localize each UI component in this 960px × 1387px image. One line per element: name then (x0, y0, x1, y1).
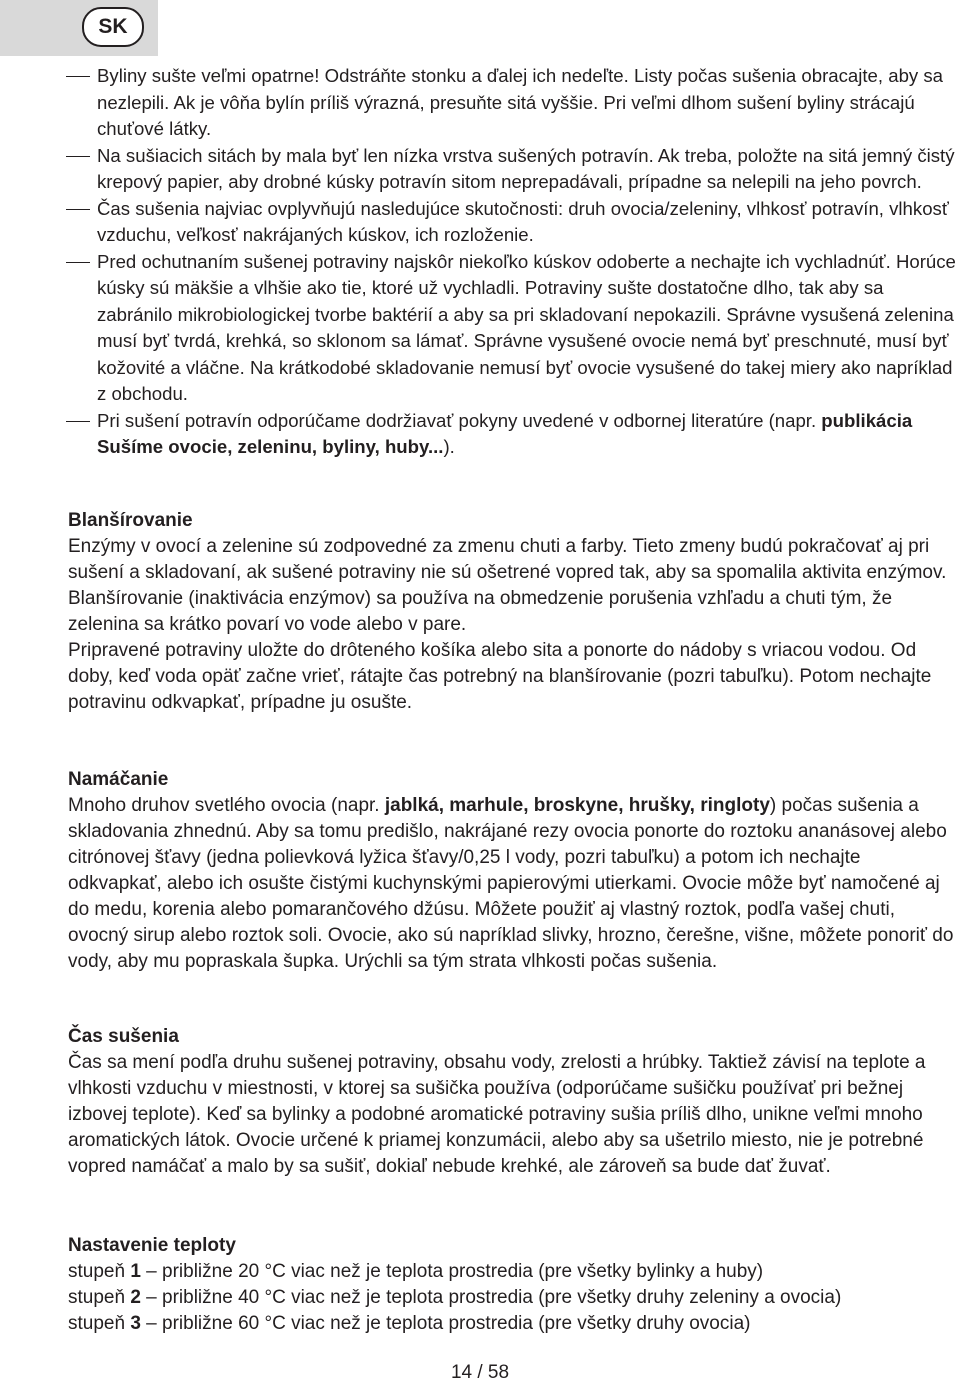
temperature-level (68, 1311, 958, 1337)
language-tab (0, 0, 158, 56)
section-title: Namáčanie (68, 769, 169, 790)
section-paragraph: Enzýmy v ovocí a zelenine sú zodpovedné za zmenu chuti a farby. Tieto zmeny budú pokračovať aj pri sušení a skladovaní, ak sušené potraviny nie sú ošetrené vopred tak, aby sa spomalila aktivita enzýmov. Blanšírovanie (inaktivácia enzýmov) sa používa na obmedzenie porušenia vzhľadu a chuti tým, že zelenina sa krátko povarí vo vode alebo v pare. (68, 536, 947, 635)
level-description: – približne 20 °C viac než je teplota prostredia (pre všetky bylinky a huby) (140, 1261, 764, 1282)
list-item-text-end: ). (443, 436, 455, 457)
dash-bullet-icon (66, 262, 90, 263)
temperature-section (68, 1233, 958, 1337)
list-item-text: Pri sušení potravín odporúčame dodržiavať pokyny uvedené v odbornej literatúre (napr. (97, 409, 822, 431)
list-item (66, 408, 956, 461)
paragraph-text: Mnoho druhov svetlého ovocia (napr. (68, 795, 385, 816)
level-number: 2 (130, 1287, 141, 1308)
temperature-level (68, 1259, 958, 1285)
drying-time-section (68, 1024, 958, 1180)
temperature-level (68, 1285, 958, 1311)
list-item (66, 249, 956, 408)
list-item-text: Pred ochutnaním sušenej potraviny najskôr niekoľko kúskov odoberte a nechajte ich vychladnúť. Horúce kúsky sú mäkšie a vlhšie ako tie, ktoré už vychladli. Potraviny sušte dostatočne dlho, tak aby sa zabránilo mikrobiologickej tvorbe baktérií a aby sa pri skladovaní nepokazili. Správne vysušená zelenina musí byť tvrdá, krehká, so sklonom sa lámať. Správne vysušené ovocie nemá byť preschnuté, musí byť kožovité a vláčne. Na krátkodobé skladovanie nemusí byť ovocie vysušené do takej miery ako napríklad z obchodu. (97, 250, 956, 404)
list-item-text: Byliny sušte veľmi opatrne! Odstráňte stonku a ďalej ich nedeľte. Listy počas sušenia obracajte, aby sa nezlepili. Ak je vôňa bylín príliš výrazná, presuňte sitá vyššie. Pri veľmi dlhom sušení byliny strácajú chuťové látky. (97, 65, 944, 139)
list-item (66, 143, 956, 196)
section-title: Čas sušenia (68, 1026, 179, 1047)
dash-bullet-icon (66, 76, 90, 77)
page-number: 14 / 58 (450, 1362, 510, 1383)
section-paragraph (68, 793, 958, 975)
language-badge: SK (82, 7, 144, 47)
section-title: Nastavenie teploty (68, 1235, 236, 1256)
section-paragraph: Čas sa mení podľa druhu sušenej potraviny, obsahu vody, zrelosti a hrúbky. Taktiež závisí na teplote a vlhkosti vzduchu v miestnosti, v ktorej sa sušička používa (odporúčame sušičku používať pri bežnej izbovej teplote). Keď sa bylinky a podobné aromatické potraviny sušia príliš dlho, unikne veľmi mnoho aromatických látok. Ovocie určené k priamej konzumácii, alebo aby sa ušetrilo miesto, nie je potrebné vopred namáčať a malo by sa sušiť, dokiaľ nebude krehké, ale zároveň sa bude dať žuvať. (68, 1052, 926, 1177)
level-number: 1 (130, 1261, 141, 1282)
level-number: 3 (130, 1313, 141, 1334)
soaking-section (68, 767, 958, 975)
section-paragraph: Pripravené potraviny uložte do drôteného košíka alebo sita a ponorte do nádoby s vriacou vodou. Od doby, keď voda opäť začne vrieť, rátajte čas potrebný na blanšírovanie (pozri tabuľku). Potom nechajte potravinu odkvapkať, prípadne ju osušte. (68, 640, 932, 713)
dash-bullet-icon (66, 421, 90, 422)
list-item-text: Na sušiacich sitách by mala byť len nízka vrstva sušených potravín. Ak treba, položte na sitá jemný čistý krepový papier, aby drobné kúsky potravín sitom neprepadávali, prípadne sa nelepili na jeho povrch. (97, 144, 955, 192)
level-prefix: stupeň (68, 1313, 131, 1334)
tips-list (66, 63, 956, 461)
section-title: Blanšírovanie (68, 510, 193, 531)
level-prefix: stupeň (68, 1261, 131, 1282)
list-item-text: Čas sušenia najviac ovplyvňujú nasledujúce skutočnosti: druh ovocia/zeleniny, vlhkosť potravín, vlhkosť vzduchu, veľkosť nakrájaných kúskov, ich rozloženie. (97, 197, 949, 245)
fruit-list: jablká, marhule, broskyne, hrušky, ringloty (384, 795, 770, 816)
paragraph-text-end: ) počas sušenia a skladovania zhnednú. Aby sa tomu predišlo, nakrájané rezy ovocia ponorte do roztoku ananásovej alebo citrónovej šťavy (jedna polievková lyžica šťavy/0,25 l vody, pozri tabuľku) a potom ich nechajte odkvapkať, alebo ich osušte čistými kuchynskými papierovými utierkami. Ovocie môže byť namočené aj do medu, korenia alebo pomarančového džúsu. Môžete použiť aj vlastný roztok, podľa vašej chuti, ovocný sirup alebo roztok soli. Ovocie, ako sú napríklad slivky, hrozno, čerešne, višne, môžete ponoriť do vody, aby mu popraskala šupka. Urýchli sa tým strata vlhkosti počas sušenia. (68, 795, 954, 972)
level-description: – približne 40 °C viac než je teplota prostredia (pre všetky druhy zeleniny a ovocia) (140, 1287, 842, 1308)
level-prefix: stupeň (68, 1287, 131, 1308)
level-description: – približne 60 °C viac než je teplota prostredia (pre všetky druhy ovocia) (140, 1313, 751, 1334)
list-item (66, 63, 956, 143)
dash-bullet-icon (66, 209, 90, 210)
list-item (66, 196, 956, 249)
dash-bullet-icon (66, 156, 90, 157)
publication-title: publikácia Sušíme ovocie, zeleninu, byliny, huby... (97, 409, 913, 457)
blanching-section (68, 508, 958, 716)
